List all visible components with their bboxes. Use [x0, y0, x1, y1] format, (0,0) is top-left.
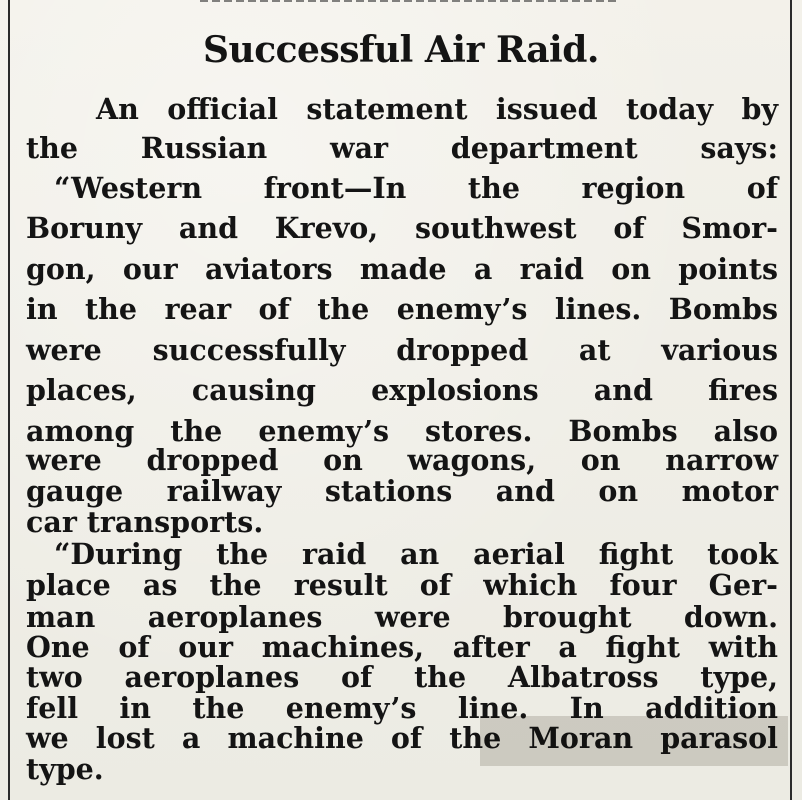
- article-line: An official statement issued today by: [96, 92, 778, 126]
- article-line: “During the raid an aerial fight took: [54, 537, 778, 571]
- article-line: One of our machines, after a fight with: [26, 630, 778, 664]
- column-rule-right: [790, 0, 792, 800]
- scan-smudge: [480, 716, 788, 766]
- article-line: “Western front—In the region of: [54, 171, 778, 205]
- article-line: fell in the enemy’s line. In addition: [26, 691, 778, 725]
- article-line: place as the result of which four Ger-: [26, 568, 778, 602]
- article-headline: Successful Air Raid.: [203, 29, 599, 71]
- article-line: places, causing explosions and fires: [26, 373, 778, 407]
- article-line: the Russian war department says:: [26, 131, 778, 165]
- article-line: were successfully dropped at various: [26, 333, 778, 367]
- cut-off-previous-headline: [200, 0, 620, 2]
- article-line: gauge railway stations and on motor: [26, 474, 778, 508]
- article-line: car transports.: [26, 505, 264, 539]
- article-line: two aeroplanes of the Albatross type,: [26, 660, 778, 694]
- article-line: man aeroplanes were brought down.: [26, 600, 778, 634]
- article-line: gon, our aviators made a raid on points: [26, 252, 778, 286]
- article-line: were dropped on wagons, on narrow: [26, 443, 778, 477]
- column-rule-left: [8, 0, 10, 800]
- article-line: among the enemy’s stores. Bombs also: [26, 414, 778, 448]
- article-line: we lost a machine of the Moran parasol: [26, 721, 778, 755]
- article-line: Boruny and Krevo, southwest of Smor-: [26, 211, 778, 245]
- article-line: in the rear of the enemy’s lines. Bombs: [26, 292, 778, 326]
- article-line: type.: [26, 752, 104, 786]
